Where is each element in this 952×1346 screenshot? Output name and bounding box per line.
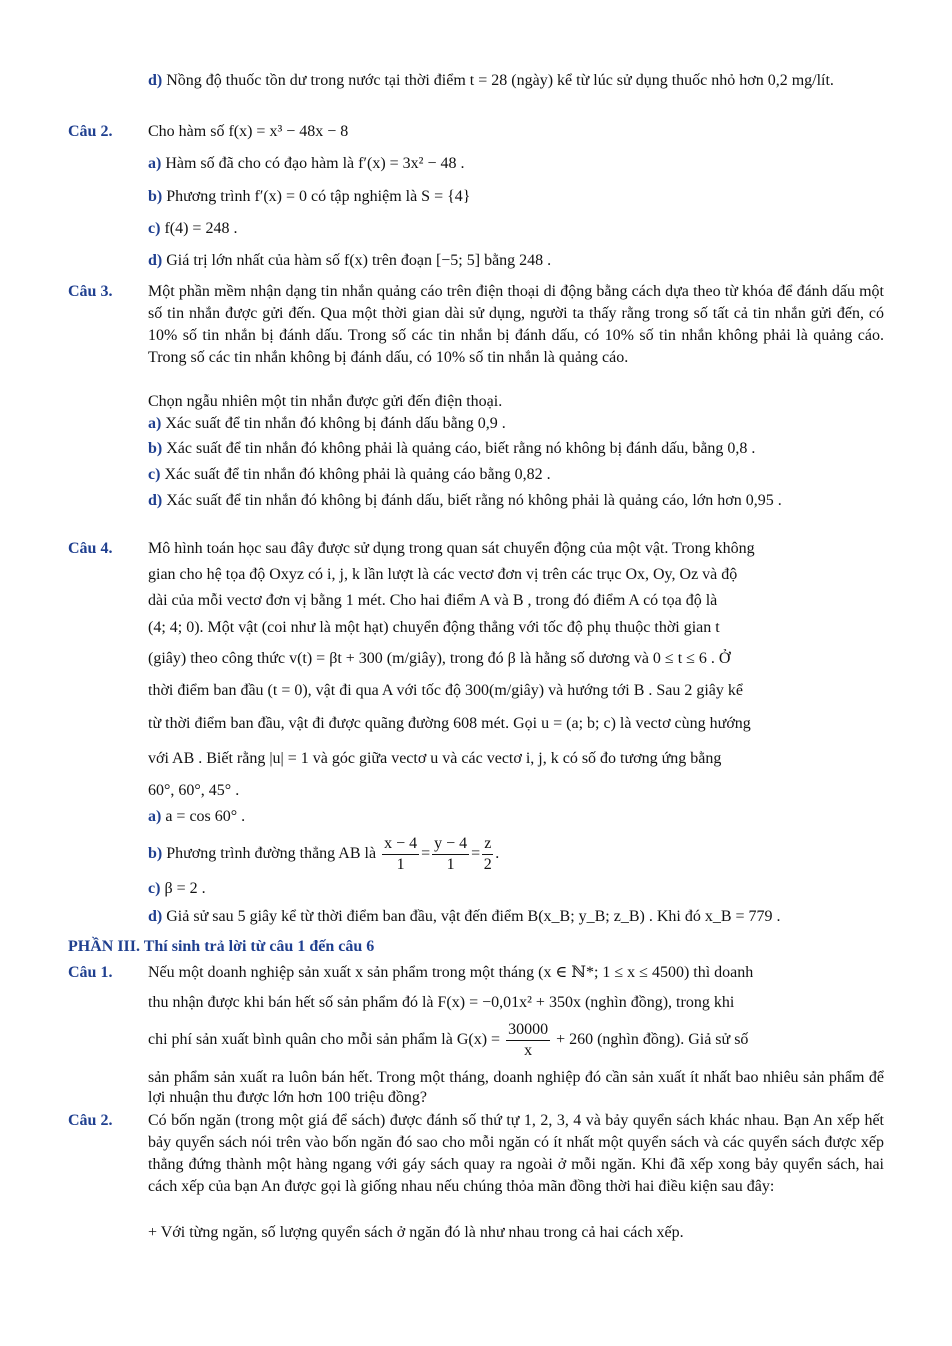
question-4-line: với AB . Biết rằng |u| = 1 và góc giữa vectơ u và các vectơ i, j, k có số đo tương ứng bằng (148, 750, 722, 767)
option-text: Giá trị lớn nhất của hàm số f(x) trên đoạn [−5; 5] bằng 248 . (166, 252, 552, 269)
part3-question-2-text: Có bốn ngăn (trong một giá để sách) được đánh số thứ tự 1, 2, 3, 4 và bảy quyển sách khác nhau. Bạn An xếp hết bảy quyển sách nói trên vào bốn ngăn đó sao cho mỗi ngăn có ít nhất một quyển sách và các quyển sách được xếp thẳng đứng thành một hàng ngang với gáy sách quay ra ngoài ở mỗi ngăn. Khi đã xếp xong bảy quyển sách, hai cách xếp của bạn An được gọi là giống nhau nếu chúng thỏa mãn đồng thời hai điều kiện sau đây: (148, 1112, 884, 1195)
option-label: d) (148, 252, 163, 269)
question-3-option-d (148, 490, 884, 512)
option-label: b) (148, 845, 163, 862)
denominator: 2 (483, 855, 492, 873)
question-4-line: (giây) theo công thức v(t) = βt + 300 (m/giây), trong đó β là hằng số dương và 0 ≤ t ≤ 6 . Ở (148, 650, 731, 667)
option-text: Xác suất để tin nhắn đó không phải là quảng cáo, biết rằng nó không bị đánh dấu, bằng 0,8 . (166, 440, 756, 457)
question-4-option-c (148, 878, 884, 900)
question-2-option-b (148, 186, 884, 208)
question-3-option-c (148, 464, 884, 486)
question-2-option-c (148, 218, 884, 240)
option-label: a) (148, 415, 162, 432)
option-label: b) (148, 440, 163, 457)
part3-question-1-line (148, 1018, 884, 1062)
denominator: 1 (396, 855, 405, 873)
part3-question-2-label: Câu 2. (68, 1112, 113, 1129)
question-3-option-b (148, 438, 884, 460)
question-4-line: thời điểm ban đầu (t = 0), vật đi qua A với tốc độ 300(m/giây) và hướng tới B . Sau 2 giây kể (148, 682, 744, 699)
option-text: Xác suất để tin nhắn đó không bị đánh dấu, biết rằng nó không phải là quảng cáo, lớn hơn 0,95 . (166, 492, 782, 509)
question-4-line: từ thời điểm ban đầu, vật đi được quãng đường 608 mét. Gọi u = (a; b; c) là vectơ cùng hướng (148, 715, 751, 732)
part3-question-2-bullet: + Với từng ngăn, số lượng quyển sách ở ngăn đó là như nhau trong cả hai cách xếp. (148, 1224, 684, 1241)
question-3-option-a (148, 413, 884, 435)
option-text: β = 2 . (164, 880, 206, 897)
question-4-option-b: b) Phương trình đường thẳng AB là $\frac{x - 4}{1}$ = $\frac{y - 4}{1}$ = $\frac{z}{2}$ . (148, 834, 500, 873)
option-label: c) (148, 220, 161, 237)
question-3-stem: Một phần mềm nhận dạng tin nhắn quảng cáo trên điện thoại di động bằng cách dựa theo từ khóa để đánh dấu một số tin nhắn được gửi đến. Qua một thời gian dài sử dụng, người ta thấy rằng trong số tất cả tin nhắn gửi đến, có 10% số tin nhắn bị đánh dấu. Trong số các tin nhắn bị đánh dấu, có 10% số tin nhắn không phải là quảng cáo. Trong số các tin nhắn không bị đánh dấu, có 10% số tin nhắn là quảng cáo. (148, 283, 884, 366)
question-4-line: 60°, 60°, 45° . (148, 782, 240, 799)
option-label: d) (148, 72, 163, 89)
fraction (432, 834, 469, 875)
numerator: 30000 (506, 1020, 550, 1041)
part3-question-1-line: Nếu một doanh nghiệp sản xuất x sản phẩm trong một tháng (x ∈ ℕ*; 1 ≤ x ≤ 4500) thì doanh (148, 964, 754, 981)
option-text: Phương trình đường thẳng AB là (166, 845, 377, 862)
numerator: x − 4 (382, 834, 419, 855)
question-3-stem-2: Chọn ngẫu nhiên một tin nhắn được gửi đến điện thoại. (148, 393, 503, 410)
question-2-stem: Cho hàm số f(x) = x³ − 48x − 8 (148, 123, 349, 140)
question-4-label: Câu 4. (68, 540, 113, 557)
question-4-option-d (148, 906, 884, 928)
fraction (482, 834, 493, 875)
option-text: a = cos 60° . (165, 808, 246, 825)
option-label: d) (148, 492, 163, 509)
part3-question-1-line: thu nhận được khi bán hết số sản phẩm đó là F(x) = −0,01x² + 350x (nghìn đồng), trong khi (148, 994, 735, 1011)
option-label: a) (148, 155, 162, 172)
question-4-line: (4; 4; 0). Một vật (coi như là một hạt) chuyển động thẳng với tốc độ phụ thuộc thời gian t (148, 619, 720, 636)
question-4-line: dài của mỗi vectơ đơn vị bằng 1 mét. Cho hai điểm A và B , trong đó điểm A có tọa độ là (148, 592, 718, 609)
fraction (382, 834, 419, 875)
option-text: f(4) = 248 . (164, 220, 238, 237)
question-4-line: gian cho hệ tọa độ Oxyz có i, j, k lần lượt là các vectơ đơn vị trên các trục Ox, Oy, Oz và độ (148, 566, 738, 583)
part3-question-1-line: sản phẩm sản xuất ra luôn bán hết. Trong một tháng, doanh nghiệp đó cần sản xuất ít nhất bao nhiêu sản phẩm để lợi nhuận thu được lớn hơn 100 triệu đồng? (148, 1069, 884, 1106)
option-text: Xác suất để tin nhắn đó không bị đánh dấu bằng 0,9 . (165, 415, 506, 432)
option-text: Phương trình f′(x) = 0 có tập nghiệm là S = {4} (166, 188, 471, 205)
question-4-line: Mô hình toán học sau đây được sử dụng trong quan sát chuyển động của một vật. Trong không (148, 540, 755, 557)
part3-question-1-label: Câu 1. (68, 964, 113, 981)
numerator: y − 4 (432, 834, 469, 855)
option-label: d) (148, 908, 163, 925)
option-label: c) (148, 880, 161, 897)
section-heading: PHẦN III. Thí sinh trả lời từ câu 1 đến câu 6 (68, 938, 375, 955)
text: chi phí sản xuất bình quân cho mỗi sản phẩm là G(x) = (148, 1031, 501, 1048)
question-2-option-d (148, 250, 884, 272)
denominator: 1 (446, 855, 455, 873)
question-4-option-a (148, 806, 884, 828)
option-label: a) (148, 808, 162, 825)
denominator: x (524, 1041, 533, 1059)
option-label: b) (148, 188, 163, 205)
fraction (506, 1020, 550, 1061)
option-text: Giả sử sau 5 giây kể từ thời điểm ban đầu, vật đến điểm B(x_B; y_B; z_B) . Khi đó x_B = 779 . (166, 908, 781, 925)
question-2-option-a (148, 153, 884, 175)
option-text: Xác suất để tin nhắn đó không phải là quảng cáo bằng 0,82 . (164, 466, 551, 483)
option-text: Hàm số đã cho có đạo hàm là f′(x) = 3x² − 48 . (165, 155, 465, 172)
option-label: c) (148, 466, 161, 483)
question-2-label: Câu 2. (68, 123, 113, 140)
top-option-d (148, 70, 884, 92)
text: + 260 (nghìn đồng). Giả sử số (556, 1031, 749, 1048)
option-text: Nồng độ thuốc tồn dư trong nước tại thời điểm t = 28 (ngày) kể từ lúc sử dụng thuốc nhỏ hơn 0,2 mg/lít. (166, 72, 834, 89)
question-3-label: Câu 3. (68, 283, 113, 300)
numerator: z (482, 834, 493, 855)
